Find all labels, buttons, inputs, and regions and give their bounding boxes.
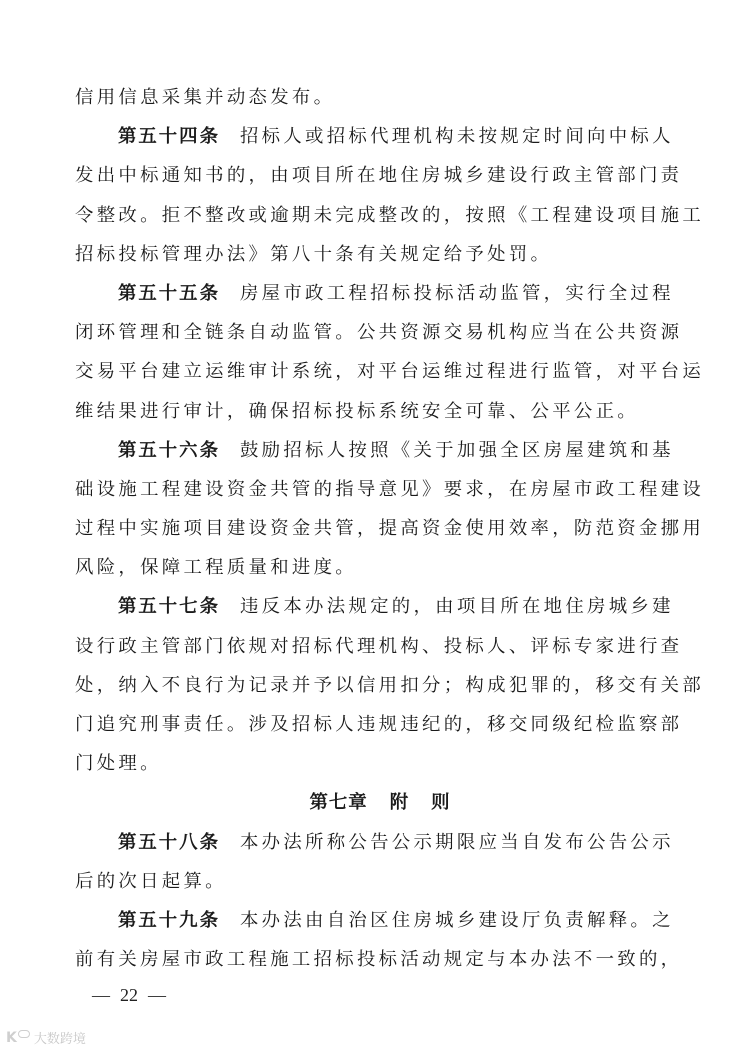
- body-line: 后的次日起算。: [75, 870, 227, 892]
- article-text: 招标人或招标代理机构未按规定时间向中标人: [239, 126, 674, 148]
- article-text: 鼓励招标人按照《关于加强全区房屋建筑和基: [239, 439, 674, 461]
- article-label: 第五十八条: [118, 831, 220, 853]
- body-line: 令整改。拒不整改或逾期未完成整改的，按照《工程建设项目施工: [75, 204, 705, 226]
- article-56: [75, 431, 685, 470]
- body-line: 闭环管理和全链条自动监管。公共资源交易机构应当在公共资源: [75, 322, 683, 344]
- article-57: [75, 587, 685, 626]
- chapter-title-part: 附: [389, 792, 410, 814]
- article-text: 房屋市政工程招标投标活动监管，实行全过程: [239, 282, 674, 304]
- article-text: 本办法由自治区住房城乡建设厅负责解释。之: [239, 909, 674, 931]
- article-59: [75, 901, 685, 940]
- page-number-value: 22: [120, 985, 138, 1005]
- article-55: [75, 274, 685, 313]
- chapter-number: 第七章: [309, 792, 368, 814]
- body-line: 前有关房屋市政工程施工招标投标活动规定与本办法不一致的，: [75, 949, 683, 971]
- article-text: 违反本办法规定的，由项目所在地住房城乡建: [239, 596, 674, 618]
- body-line: 维结果进行审计，确保招标投标系统安全可靠、公平公正。: [75, 400, 639, 422]
- body-line: 门处理。: [75, 753, 162, 775]
- article-text: 本办法所称公告公示期限应当自发布公告公示: [239, 831, 674, 853]
- chapter-heading: [75, 783, 685, 822]
- article-label: 第五十五条: [118, 282, 220, 304]
- article-label: 第五十四条: [118, 126, 220, 148]
- watermark: [6, 1028, 86, 1047]
- document-body: [75, 78, 705, 979]
- body-line: 发出中标通知书的，由项目所在地住房城乡建设行政主管部门责: [75, 165, 683, 187]
- body-line: 门追究刑事责任。涉及招标人违规违纪的，移交同级纪检监察部: [75, 714, 683, 735]
- body-line: 风险，保障工程质量和进度。: [75, 557, 357, 579]
- page-number: [82, 985, 176, 1006]
- article-label: 第五十六条: [118, 439, 220, 461]
- body-line: 础设施工程建设资金共管的指导意见》要求，在房屋市政工程建设: [75, 478, 705, 500]
- body-line: 处，纳入不良行为记录并予以信用扣分；构成犯罪的，移交有关部: [75, 674, 705, 696]
- article-58: [75, 823, 685, 862]
- watermark-logo-icon: K: [6, 1030, 30, 1046]
- article-label: 第五十七条: [118, 596, 220, 618]
- body-line: 设行政主管部门依规对招标代理机构、投标人、评标专家进行查: [75, 635, 683, 657]
- page-dash-right: —: [148, 985, 166, 1005]
- body-line: 招标投标管理办法》第八十条有关规定给予处罚。: [75, 243, 553, 265]
- watermark-text: 大数跨境: [33, 1032, 86, 1047]
- page-dash-left: —: [92, 985, 110, 1005]
- article-label: 第五十九条: [118, 909, 220, 931]
- body-line: 交易平台建立运维审计系统，对平台运维过程进行监管，对平台运: [75, 361, 705, 383]
- body-line: 过程中实施项目建设资金共管，提高资金使用效率，防范资金挪用: [75, 518, 705, 540]
- chapter-title-part: 则: [431, 792, 451, 814]
- article-54: [75, 117, 685, 156]
- body-line: 信用信息采集并动态发布。: [75, 87, 336, 108]
